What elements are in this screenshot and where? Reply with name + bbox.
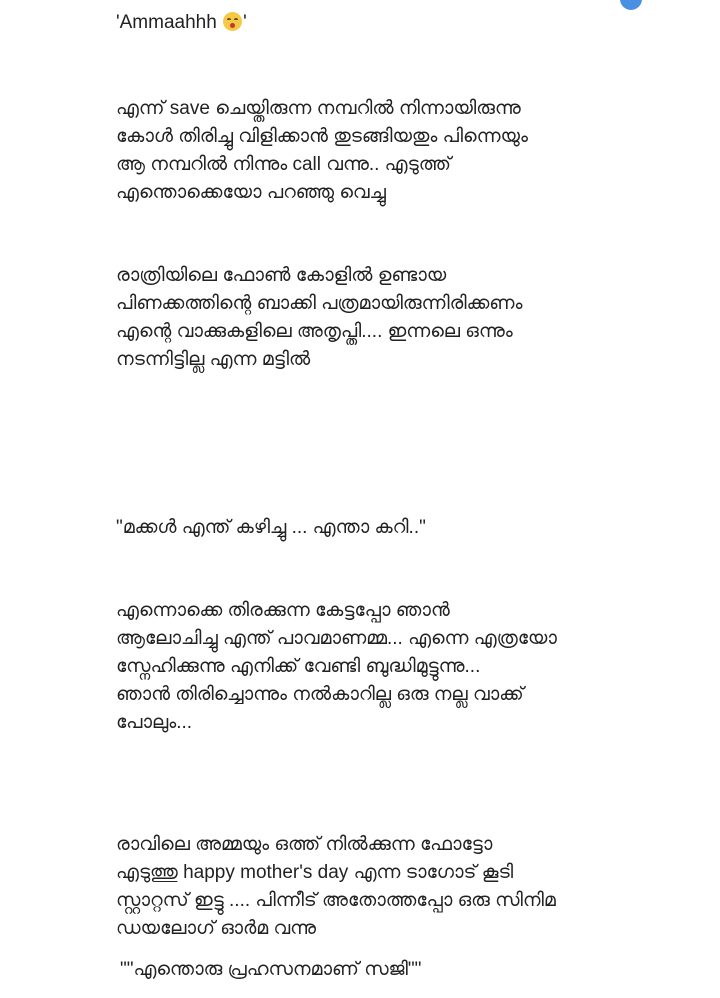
paragraph-line: എന്ന് save ചെയ്തിരുന്ന നമ്പറിൽ നിന്നായിരുന്നു: [116, 98, 521, 119]
paragraph-line: എന്റെ വാക്കുകളിലെ അതൃപ്തി.... ഇന്നലെ ഒന്നും: [116, 321, 513, 342]
paragraph-line: കോൾ തിരിച്ചു വിളിക്കാൻ തുടങ്ങിയതും പിന്നെയും: [116, 126, 528, 147]
paragraph-line: സ്റ്റാറ്റസ് ഇട്ടു .... പിന്നീട് അതോത്തപ്പോ ഒരു സിനിമ: [116, 890, 556, 911]
paragraph-line: ആ നമ്പറിൽ നിന്നും call വന്നു.. എടുത്ത്: [116, 154, 451, 175]
paragraph-line: രാത്രിയിലെ ഫോൺ കോളിൽ ഉണ്ടായ: [116, 265, 447, 286]
header-quote: [116, 9, 247, 37]
paragraph-line: രാവിലെ അമ്മയും ഒത്ത് നിൽക്കുന്ന ഫോട്ടോ: [116, 834, 493, 855]
paragraph-line: എന്തൊക്കെയോ പറഞ്ഞു വെച്ചു: [116, 182, 386, 203]
kissing-face-icon: [223, 12, 242, 31]
paragraph-line: എടുത്തു happy mother's day എന്ന ടാഗോട് കൂടി: [116, 862, 514, 883]
paragraph-line: നടന്നിട്ടില്ല എന്ന മട്ടിൽ: [116, 349, 311, 370]
paragraph-line: ഡയലോഗ് ഓർമ വന്നു: [116, 918, 317, 939]
paragraph-line: എന്നൊക്കെ തിരക്കുന്ന കേട്ടപ്പോ ഞാൻ: [116, 600, 450, 621]
header-quote-text: 'Ammaahhh: [116, 12, 223, 33]
paragraph-line: പോലും...: [116, 712, 193, 733]
notification-dot: [620, 0, 642, 10]
paragraph-line: പിണക്കത്തിന്റെ ബാക്കി പത്രമായിരുന്നിരിക്കണം: [116, 293, 523, 314]
paragraph-line: ""എന്തൊരു പ്രഹസനമാണ് സജി"": [120, 959, 422, 980]
paragraph-line: സ്നേഹിക്കുന്നു എനിക്ക് വേണ്ടി ബുദ്ധിമുട്ടുന്നു...: [116, 656, 481, 677]
header-quote-end: ': [243, 12, 247, 33]
paragraph-line: ഞാൻ തിരിച്ചൊന്നും നൽകാറില്ല ഒരു നല്ല വാക്ക്: [116, 684, 524, 705]
paragraph-line: "മക്കൾ എന്ത് കഴിച്ചു ... എന്താ കറി..": [116, 517, 426, 538]
paragraph-line: ആലോചിച്ചു എന്ത് പാവമാണമ്മ... എന്നെ എത്രയോ: [116, 628, 557, 649]
